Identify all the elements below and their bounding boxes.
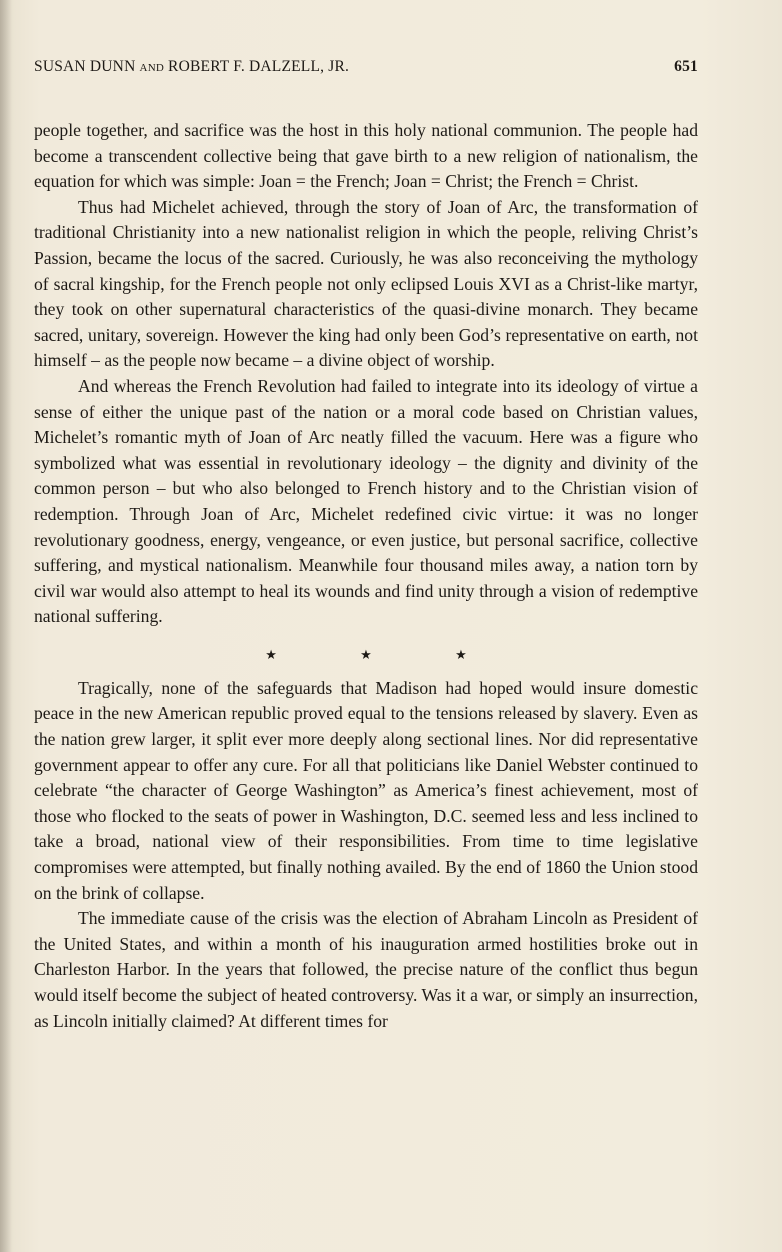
running-head-authors [34, 58, 349, 76]
paragraph-5: The immediate cause of the crisis was the election of Abraham Lincoln as President of the United States, and within a month of his inauguration armed hostilities broke out in Charleston Harbor. In the years that followed, the precise nature of the conflict thus begun would itself become the subject of heated controversy. Was it a war, or simply an insurrection, as Lincoln initially claimed? At different times for [34, 908, 698, 1031]
author-second: ROBERT F. DALZELL, JR. [163, 58, 350, 75]
paragraph-3: And whereas the French Revolution had failed to integrate into its ideology of virtue a sense of either the unique past of the nation or a moral code based on Christian values, Michelet’s romantic myth of Joan of Arc neatly filled the vacuum. Here was a figure who symbolized what was essential in revolutionary ideology – the dignity and divinity of the common person – but who also belonged to French history and to the Christian vision of redemption. Through Joan of Arc, Michelet redefined civic virtue: it was no longer revolutionary goodness, energy, vengeance, or even justice, but personal sacrifice, collective suffering, and mystical nationalism. Meanwhile four thousand miles away, a nation torn by civil war would also attempt to heal its wounds and find unity through a vision of redemptive national suffering. [34, 375, 698, 627]
paragraph-2: Thus had Michelet achieved, through the story of Joan of Arc, the transformation of traditional Christianity into a new nationalist religion in which the people, reliving Christ’s Passion, became the locus of the sacred. Curiously, he was also reconceiving the mythology of sacral kingship, for the French people not only eclipsed Louis XVI as a Christ-like martyr, they took on other supernatural characteristics of the quasi-divine monarch. They became sacred, unitary, sovereign. However the king had only been God’s representative on earth, not himself – as the people now became – a divine object of worship. [34, 196, 698, 371]
author-and: AND [139, 62, 164, 74]
paragraph-1: people together, and sacrifice was the host in this holy national communion. The people had become a transcendent collective being that gave birth to a new religion of nationalism, the equation for which was simple: Joan = the French; Joan = Christ; the French = Christ. [34, 120, 698, 192]
body-text [34, 118, 698, 1034]
spine-shadow [0, 0, 12, 1252]
page-number: 651 [674, 58, 698, 75]
section-break-ornament: ★ ★ ★ [265, 646, 507, 662]
author-first: SUSAN DUNN [34, 58, 140, 75]
running-header [34, 58, 698, 82]
paragraph-4: Tragically, none of the safeguards that Madison had hoped would insure domestic peace in the new American republic proved equal to the tensions released by slavery. Even as the nation grew larger, it split ever more deeply along sectional lines. Nor did representative government appear to offer any cure. For all that politicians like Daniel Webster continued to celebrate “the character of George Washington” as America’s finest achievement, most of those who flocked to the seats of power in Washington, D.C. seemed less and less inclined to take a broad, national view of their responsibilities. From time to time legislative compromises were attempted, but finally nothing availed. By the end of 1860 the Union stood on the brink of collapse. [34, 677, 698, 903]
